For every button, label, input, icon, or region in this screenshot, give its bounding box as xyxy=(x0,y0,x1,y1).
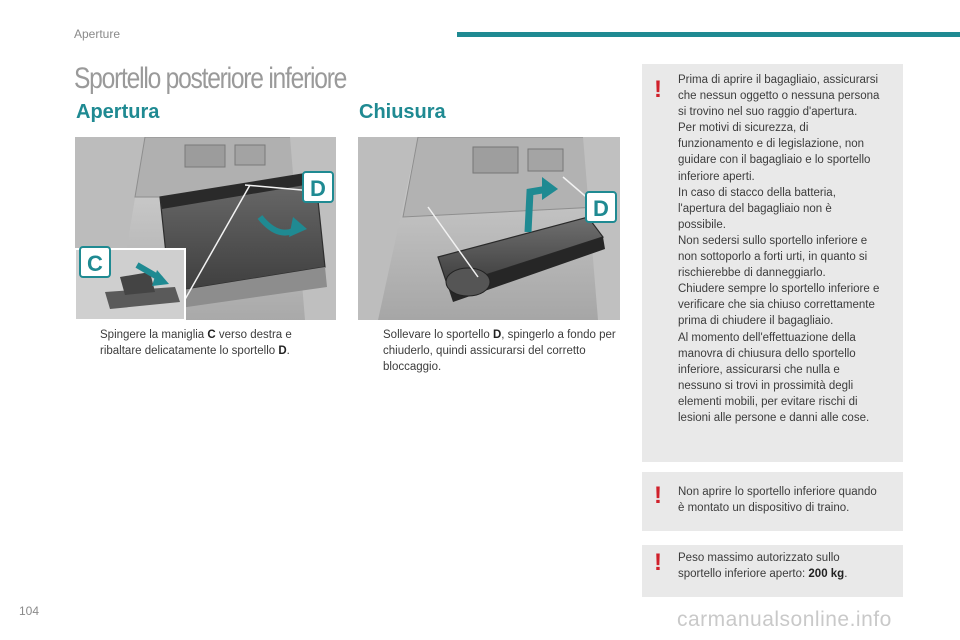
opening-bold-c: C xyxy=(207,329,216,341)
warning-line: Non sedersi sullo sportello inferiore e xyxy=(678,234,868,247)
warning-line: è montato un dispositivo di traino. xyxy=(678,502,850,515)
page-number: 104 xyxy=(19,604,40,618)
warning-line: inferiore aperti. xyxy=(678,170,755,183)
section-label: Aperture xyxy=(74,27,121,41)
opening-instruction xyxy=(80,327,312,359)
warning-3-text xyxy=(678,550,898,582)
warning-line: guidare con il bagagliaio e lo sportello xyxy=(678,154,871,167)
header-accent-bar xyxy=(457,32,960,37)
warning-line: rischierebbe di danneggiarlo. xyxy=(678,267,826,280)
warning-line: inferiore, assicurarsi che nulla e xyxy=(678,363,840,376)
warning-icon: ! xyxy=(654,482,662,509)
watermark: carmanualsonline.info xyxy=(677,608,892,631)
warning-line: funzionamento e di legislazione, non xyxy=(678,138,865,151)
warning-icon: ! xyxy=(654,549,662,576)
page-title: Sportello posteriore inferiore xyxy=(74,62,347,95)
closing-heading: Chiusura xyxy=(359,101,446,123)
warning-2-text xyxy=(678,484,898,516)
warning-icon: ! xyxy=(654,76,662,103)
weight-label: sportello inferiore aperto: xyxy=(678,568,809,581)
warning-line: Chiudere sempre lo sportello inferiore e xyxy=(678,283,880,296)
warning-line: non sottoporlo a forti urti, in quanto si xyxy=(678,251,868,264)
opening-photo xyxy=(75,137,336,320)
warning-line: che nessun oggetto o nessuna persona xyxy=(678,90,880,103)
warning-line: l'apertura del bagagliaio non è xyxy=(678,202,832,215)
weight-value: 200 kg xyxy=(808,568,845,581)
opening-bold-d: D xyxy=(278,345,287,357)
warning-line: Non aprire lo sportello inferiore quando xyxy=(678,486,877,498)
opening-callout-c: C xyxy=(87,251,103,276)
warning-line: Al momento dell'effettuazione della xyxy=(678,331,856,344)
opening-text-1: Spingere la maniglia xyxy=(100,329,208,341)
warning-line: prima di chiudere il bagagliaio. xyxy=(678,315,834,328)
warning-line: In caso di stacco della batteria, xyxy=(678,186,836,199)
closing-text-2: , spingerlo a fondo per chiuderlo, quindi assicurarsi del corretto bloccaggio. xyxy=(383,329,616,373)
warning-1-text xyxy=(678,72,898,426)
closing-bold-d: D xyxy=(492,329,502,341)
warning-line: nessuno si trovi in prossimità degli xyxy=(678,379,854,392)
closing-callout-d: D xyxy=(593,196,609,221)
closing-text-1: Sollevare lo sportello xyxy=(383,329,493,341)
opening-callout-d: D xyxy=(310,176,326,201)
opening-heading: Apertura xyxy=(76,101,160,123)
warning-box-1 xyxy=(642,64,903,462)
warning-line: possibile. xyxy=(678,218,726,231)
warning-box-3 xyxy=(642,545,903,597)
warning-line: Per motivi di sicurezza, di xyxy=(678,122,809,135)
warning-line: verificare che sia chiuso correttamente xyxy=(678,299,875,312)
warning-line: si trovino nel suo raggio d'apertura. xyxy=(678,106,858,119)
warning-line: elementi mobili, per evitare rischi di xyxy=(678,395,858,408)
closing-photo xyxy=(358,137,620,320)
warning-line: lesioni alle persone e danni alle cose. xyxy=(678,411,870,424)
warning-box-2 xyxy=(642,472,903,531)
opening-text-2: verso destra e ribaltare delicatamente lo sportello xyxy=(100,329,292,357)
warning-line: manovra di chiusura dello sportello xyxy=(678,347,856,360)
warning-line: Prima di aprire il bagagliaio, assicurarsi xyxy=(678,74,879,86)
opening-text-3: . xyxy=(286,345,290,357)
warning-line xyxy=(678,566,898,582)
warning-line: Peso massimo autorizzato sullo xyxy=(678,552,840,564)
closing-instruction xyxy=(363,327,618,375)
weight-suffix: . xyxy=(844,568,848,581)
